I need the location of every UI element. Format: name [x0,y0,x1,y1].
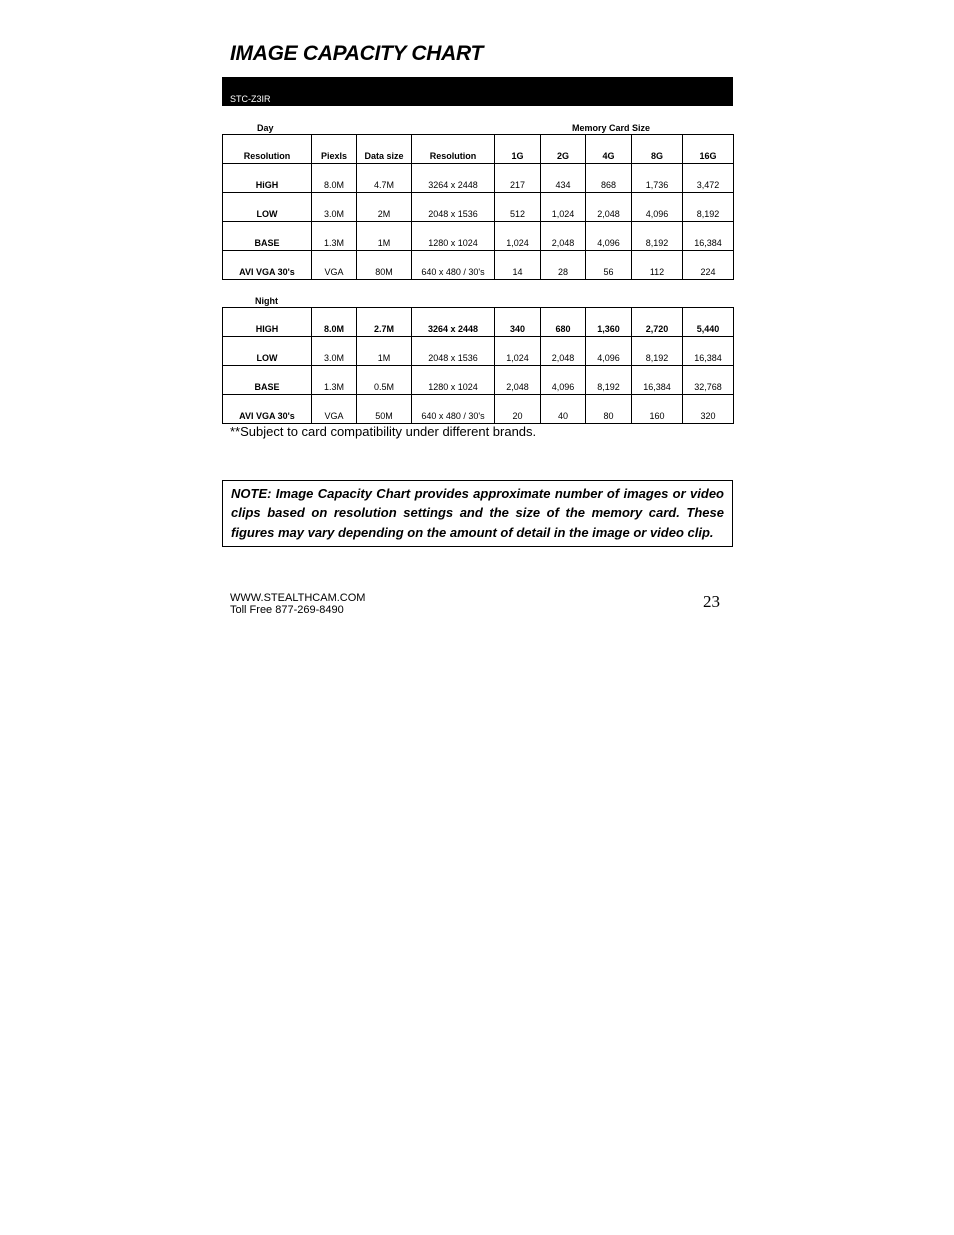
table-cell: 1,360 [586,308,632,337]
table-cell: 2,048 [495,366,541,395]
table-cell: 512 [495,193,541,222]
table-cell: VGA [312,251,357,280]
table-cell: 1,024 [495,222,541,251]
table-cell: 32,768 [683,366,734,395]
table-cell: 1M [357,222,412,251]
table-cell: 16,384 [683,337,734,366]
table-cell: 3264 x 2448 [412,308,495,337]
table-cell: 640 x 480 / 30's [412,251,495,280]
table-row [223,222,734,251]
table-cell: 80M [357,251,412,280]
row-label-cell: LOW [223,193,312,222]
footer-contact [230,592,365,616]
toll-free-phone: Toll Free 877-269-8490 [230,604,344,616]
table-cell: 40 [541,395,586,424]
table-cell: 3.0M [312,337,357,366]
day-label: Day [257,123,274,133]
night-label: Night [255,296,278,306]
table-cell: 5,440 [683,308,734,337]
table-cell: 28 [541,251,586,280]
table-cell: 868 [586,164,632,193]
table-cell: 2M [357,193,412,222]
table-cell: 3264 x 2448 [412,164,495,193]
table-cell: 680 [541,308,586,337]
table-cell: 4.7M [357,164,412,193]
table-cell: 4,096 [586,337,632,366]
row-label-cell: AVI VGA 30's [223,395,312,424]
table-cell: 2,720 [632,308,683,337]
table-cell: 434 [541,164,586,193]
table-header-row [223,135,734,164]
table-cell: 16,384 [632,366,683,395]
table-cell: 2,048 [541,222,586,251]
table-cell: 1,024 [495,337,541,366]
table-cell: 4,096 [632,193,683,222]
table-cell: 2,048 [541,337,586,366]
page-number: 23 [703,592,720,611]
header-2g: 2G [541,135,586,164]
row-label-cell: AVI VGA 30's [223,251,312,280]
table-cell: 0.5M [357,366,412,395]
table-cell: 1280 x 1024 [412,222,495,251]
table-cell: 2,048 [586,193,632,222]
table-cell: 1,736 [632,164,683,193]
table-cell: 8.0M [312,308,357,337]
compatibility-footnote: **Subject to card compatibility under different brands. [230,424,537,439]
table-cell: 16,384 [683,222,734,251]
table-cell: VGA [312,395,357,424]
header-pixels: Piexls [312,135,357,164]
header-1g: 1G [495,135,541,164]
table-cell: 50M [357,395,412,424]
table-cell: 320 [683,395,734,424]
table-cell: 20 [495,395,541,424]
table-cell: 4,096 [586,222,632,251]
table-cell: 3,472 [683,164,734,193]
table-row [223,164,734,193]
header-8g: 8G [632,135,683,164]
row-label-cell: HIGH [223,308,312,337]
page-title: IMAGE CAPACITY CHART [230,42,484,65]
table-cell: 8,192 [632,222,683,251]
table-row [223,193,734,222]
table-cell: 3.0M [312,193,357,222]
table-cell: 160 [632,395,683,424]
table-cell: 14 [495,251,541,280]
header-4g: 4G [586,135,632,164]
table-cell: 1.3M [312,366,357,395]
row-label-cell: LOW [223,337,312,366]
header-16g: 16G [683,135,734,164]
table-row [223,366,734,395]
memory-card-size-label: Memory Card Size [572,123,651,133]
table-cell: 217 [495,164,541,193]
table-cell: 56 [586,251,632,280]
table-cell: 340 [495,308,541,337]
row-label-cell: BASE [223,366,312,395]
table-cell: 640 x 480 / 30's [412,395,495,424]
table-cell: 8.0M [312,164,357,193]
capacity-note: NOTE: Image Capacity Chart provides approximate number of images or video clips based on resolution settings and the size of the memory card. These figures may vary depending on the amount of detail in the image or video clip. [222,480,733,547]
row-label-cell: HiGH [223,164,312,193]
table-row [223,251,734,280]
header-resolution: Resolution [223,135,312,164]
table-cell: 2.7M [357,308,412,337]
table-row [223,337,734,366]
table-cell: 8,192 [683,193,734,222]
header-data-size: Data size [357,135,412,164]
table-cell: 224 [683,251,734,280]
website-url: WWW.STEALTHCAM.COM [230,592,366,604]
header-resolution-dims: Resolution [412,135,495,164]
table-cell: 1M [357,337,412,366]
night-capacity-table [222,307,734,424]
table-cell: 8,192 [586,366,632,395]
table-row [223,308,734,337]
table-row [223,395,734,424]
row-label-cell: BASE [223,222,312,251]
table-cell: 4,096 [541,366,586,395]
table-cell: 112 [632,251,683,280]
table-cell: 2048 x 1536 [412,337,495,366]
table-cell: 1.3M [312,222,357,251]
model-header-bar [222,77,733,106]
table-cell: 8,192 [632,337,683,366]
table-cell: 1280 x 1024 [412,366,495,395]
day-capacity-table [222,134,734,280]
model-name: STC-Z3IR [230,94,271,104]
table-cell: 80 [586,395,632,424]
table-cell: 2048 x 1536 [412,193,495,222]
table-cell: 1,024 [541,193,586,222]
